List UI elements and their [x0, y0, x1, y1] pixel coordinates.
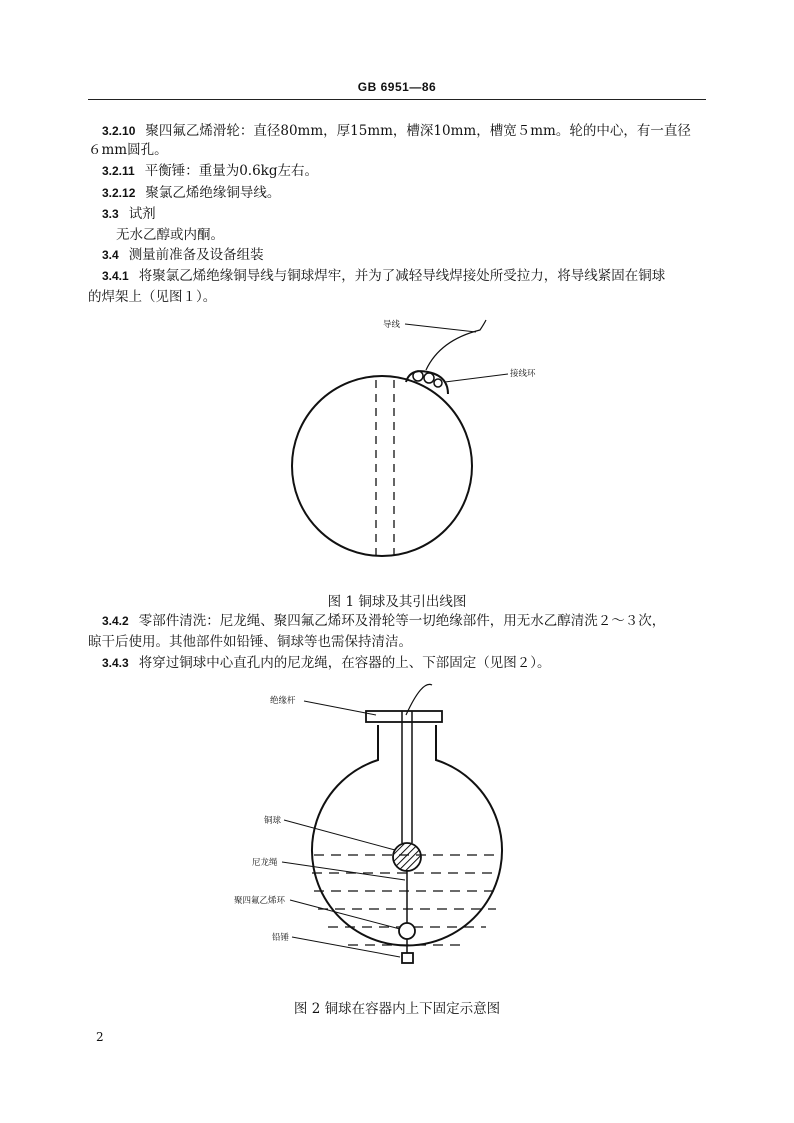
copper-ball [393, 843, 421, 871]
clause-3-2-12: 3.2.12 聚氯乙烯绝缘铜导线。 [102, 185, 281, 201]
clause-3-2-11: 3.2.11 平衡锤：重量为0.6kg左右。 [102, 163, 318, 179]
clause-3-4-2: 3.4.2 零部件清洗：尼龙绳、聚四氟乙烯环及滑轮等一切绝缘部件，用无水乙醇清洗２～３次， [102, 613, 666, 629]
clause-3-2-10-cont: ６mm圆孔。 [88, 142, 168, 158]
clause-3-4-1-cont: 的焊架上（见图１）。 [88, 289, 217, 305]
lead-weight [402, 953, 413, 963]
ptfe-ring [399, 923, 415, 939]
solder-ring [406, 371, 448, 394]
copper-ball-circle [292, 376, 472, 556]
wire-leader [405, 324, 476, 332]
label-rope: 尼龙绳 [252, 858, 278, 868]
clause-3-4: 3.4 测量前准备及设备组装 [102, 247, 264, 263]
clause-3-3-body: 无水乙醇或内酮。 [116, 227, 224, 243]
clause-3-4-1: 3.4.1 将聚氯乙烯绝缘铜导线与铜球焊牢，并为了减轻导线焊接处所受拉力，将导线紧固在铜球 [102, 268, 666, 284]
clause-3-3: 3.3 试剂 [102, 206, 156, 222]
label-ball: 铜球 [264, 816, 282, 826]
figure-1-caption: 图 1 铜球及其引出线图 [327, 594, 467, 610]
label-rod: 绝缘杆 [270, 696, 296, 706]
clause-3-4-3: 3.4.3 将穿过铜球中心直孔内的尼龙绳，在容器的上、下部固定（见图２）。 [102, 655, 551, 671]
clause-3-2-10: 3.2.10 聚四氟乙烯滑轮：直径80mm，厚15mm，槽深10mm，槽宽５mm。轮的中心，有一直径 [102, 123, 691, 139]
figure-1-copper-ball [280, 310, 536, 580]
figure-2-caption: 图 2 铜球在容器内上下固定示意图 [293, 1001, 501, 1017]
label-ring: 接线环 [510, 369, 536, 379]
header-rule [88, 99, 706, 100]
document-code-header: GB 6951—86 [357, 80, 437, 94]
page-number: 2 [96, 1030, 104, 1044]
label-wire: 导线 [383, 320, 401, 330]
clause-3-4-2-cont: 晾干后使用。其他部件如铅锤、铜球等也需保持清洁。 [88, 634, 412, 650]
label-weight: 铅锤 [272, 933, 290, 943]
insulating-rod [366, 711, 442, 722]
ring-leader [445, 374, 508, 382]
label-ptfe-ring: 聚四氟乙烯环 [234, 896, 286, 906]
figure-2-ball-in-container [230, 685, 530, 975]
